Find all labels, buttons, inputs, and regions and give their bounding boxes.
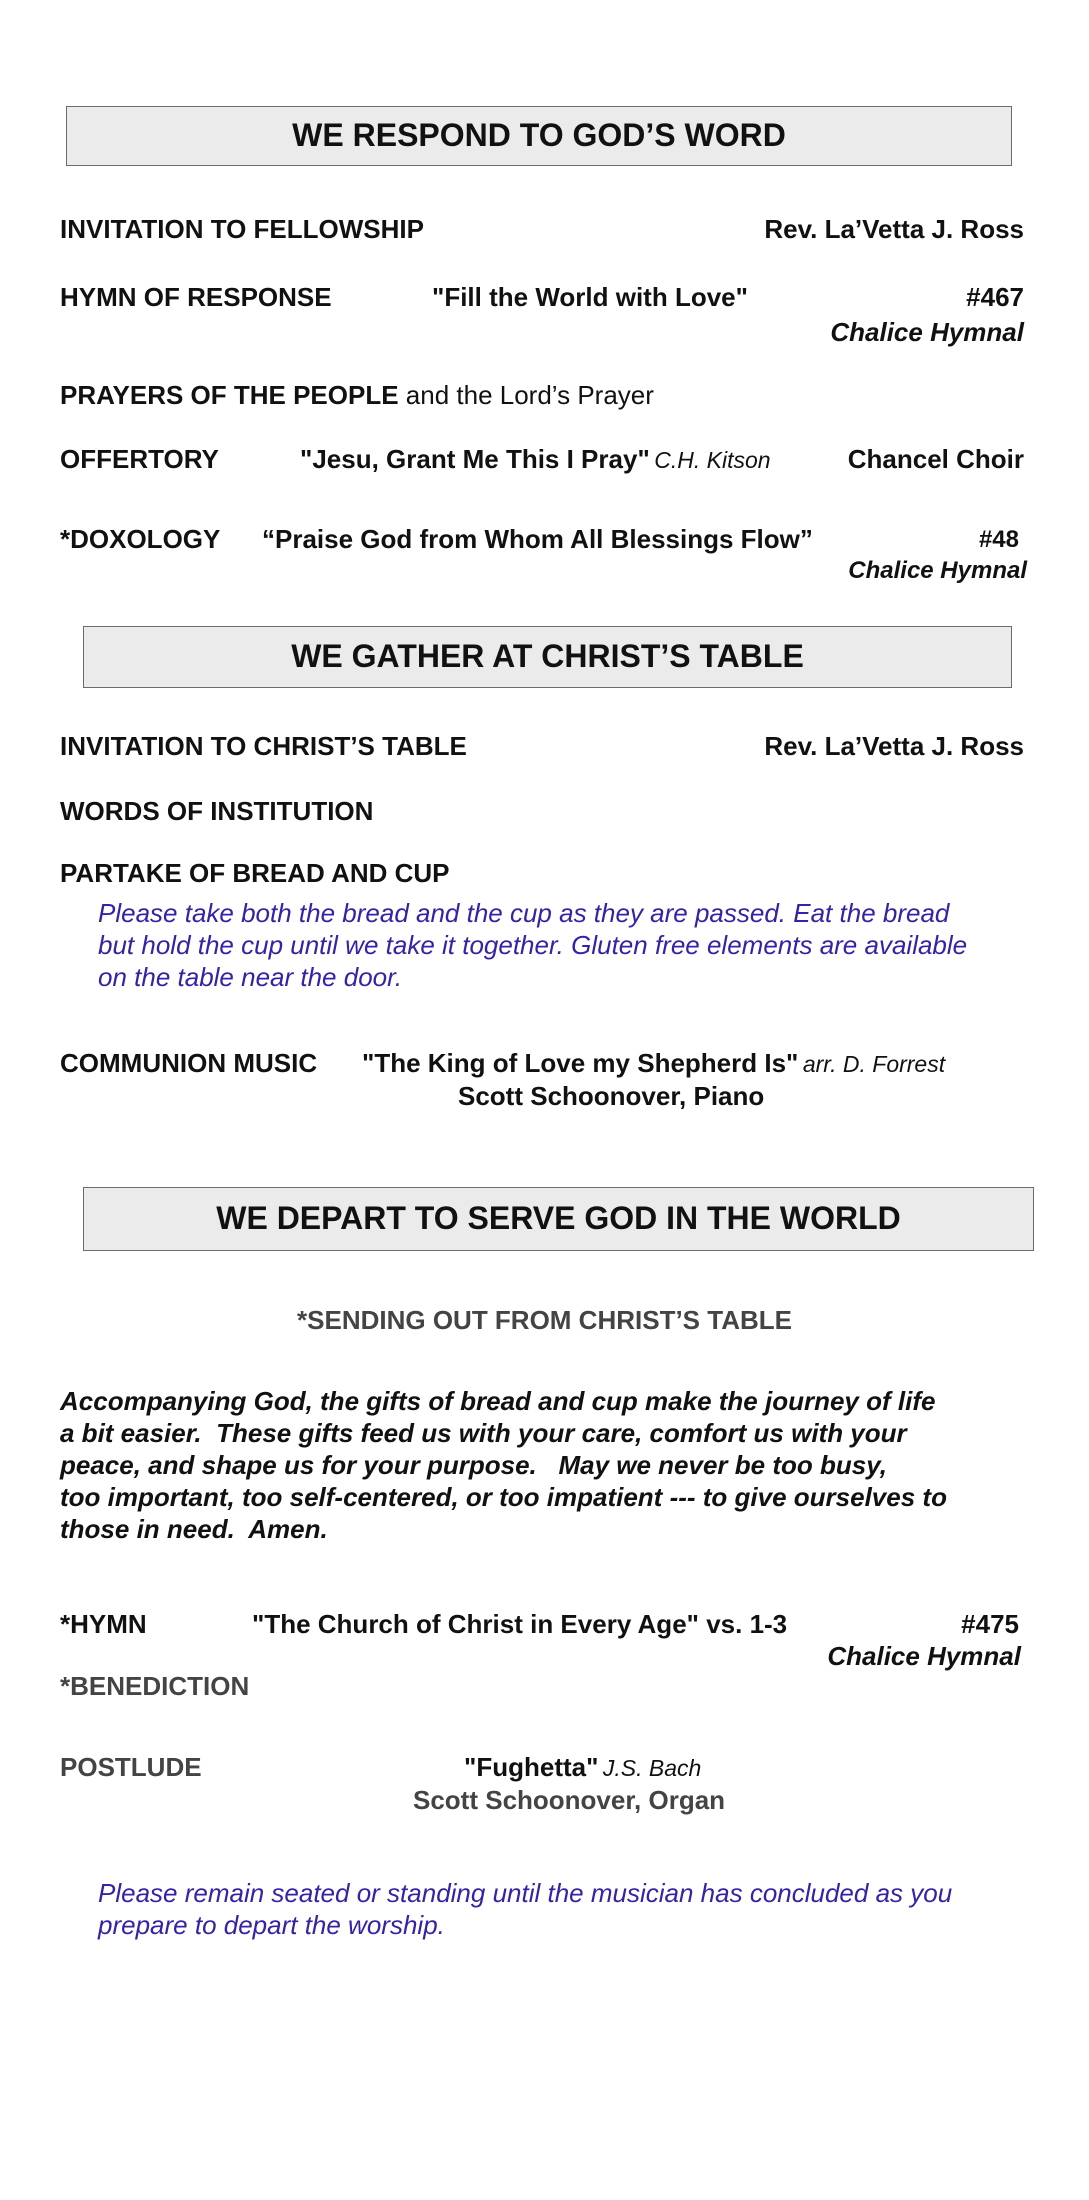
closing-hymn-book: Chalice Hymnal <box>827 1641 1021 1671</box>
postlude-label: POSTLUDE <box>60 1752 202 1782</box>
prayer-line: a bit easier. These gifts feed us with your care, comfort us with your <box>60 1418 907 1448</box>
doxology-label: *DOXOLOGY <box>60 524 221 554</box>
prayer-line: too important, too self-centered, or too impatient --- to give ourselves to <box>60 1482 947 1512</box>
partake-label: PARTAKE OF BREAD AND CUP <box>60 858 450 888</box>
communion-music-title: "The King of Love my Shepherd Is" <box>362 1048 799 1078</box>
instruction-line: Please take both the bread and the cup as they are passed. Eat the bread <box>98 898 950 928</box>
communion-music-arranger: arr. D. Forrest <box>802 1051 946 1077</box>
instruction-line: but hold the cup until we take it together. Gluten free elements are available <box>98 930 968 960</box>
prayers-rest: and the Lord’s Prayer <box>398 380 654 410</box>
communion-music-performer: Scott Schoonover, Piano <box>458 1081 765 1111</box>
prayer-line: peace, and shape us for your purpose. May we never be too busy, <box>60 1450 887 1480</box>
words-institution-label: WORDS OF INSTITUTION <box>60 796 374 826</box>
sending-out-label: *SENDING OUT FROM CHRIST’S TABLE <box>297 1305 792 1335</box>
communion-music-label: COMMUNION MUSIC <box>60 1048 318 1078</box>
section-header-depart <box>83 1187 1034 1251</box>
postlude-title: "Fughetta" <box>464 1752 599 1782</box>
closing-note-line: Please remain seated or standing until the musician has concluded as you <box>98 1878 953 1908</box>
partake-instructions <box>98 897 967 993</box>
doxology-book: Chalice Hymnal <box>848 557 1027 584</box>
prayer-line: those in need. Amen. <box>60 1514 328 1544</box>
section-title: WE RESPOND TO GOD’S WORD <box>292 117 786 153</box>
communion-music-piece <box>362 1048 945 1079</box>
section-header-gather <box>83 626 1012 688</box>
closing-hymn-title: "The Church of Christ in Every Age" vs. 1-3 <box>252 1609 788 1639</box>
offertory-composer: C.H. Kitson <box>654 447 771 473</box>
section-title: WE GATHER AT CHRIST’S TABLE <box>291 638 804 674</box>
section-header-respond <box>66 106 1012 166</box>
postlude-piece <box>464 1752 701 1783</box>
closing-note-line: prepare to depart the worship. <box>98 1910 445 1940</box>
prayer-line: Accompanying God, the gifts of bread and cup make the journey of life <box>60 1386 936 1416</box>
postlude-performer: Scott Schoonover, Organ <box>413 1785 726 1815</box>
hymn-response-number: #467 <box>966 282 1024 312</box>
hymn-response-book: Chalice Hymnal <box>830 317 1024 347</box>
instruction-line: on the table near the door. <box>98 962 403 992</box>
hymn-response-title: "Fill the World with Love" <box>432 282 748 312</box>
closing-hymn-number: #475 <box>961 1609 1019 1639</box>
hymn-response-label: HYMN OF RESPONSE <box>60 282 332 312</box>
sending-prayer <box>60 1385 947 1545</box>
prayers-line <box>60 380 654 411</box>
section-title: WE DEPART TO SERVE GOD IN THE WORLD <box>216 1200 901 1236</box>
invitation-fellowship-label: INVITATION TO FELLOWSHIP <box>60 214 424 244</box>
offertory-piece <box>300 444 771 475</box>
offertory-performer: Chancel Choir <box>847 444 1024 474</box>
prayers-label: PRAYERS OF THE PEOPLE <box>60 380 399 410</box>
doxology-number: #48 <box>978 526 1019 553</box>
invitation-table-label: INVITATION TO CHRIST’S TABLE <box>60 731 467 761</box>
invitation-table-leader: Rev. La’Vetta J. Ross <box>764 731 1024 761</box>
closing-note <box>98 1877 952 1941</box>
closing-hymn-label: *HYMN <box>60 1609 147 1639</box>
postlude-composer: J.S. Bach <box>602 1755 702 1781</box>
invitation-fellowship-leader: Rev. La’Vetta J. Ross <box>764 214 1024 244</box>
offertory-title: "Jesu, Grant Me This I Pray" <box>300 444 650 474</box>
benediction-label: *BENEDICTION <box>60 1671 250 1701</box>
offertory-label: OFFERTORY <box>60 444 219 474</box>
doxology-title: “Praise God from Whom All Blessings Flow” <box>262 524 813 554</box>
